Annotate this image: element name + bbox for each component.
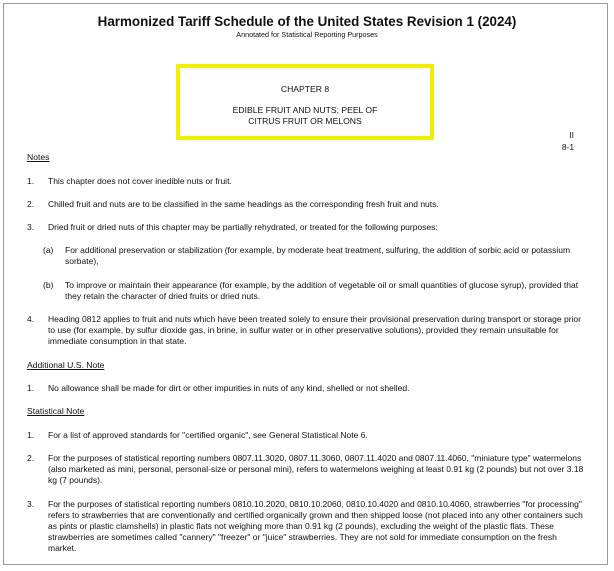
note-text: For the purposes of statistical reporting numbers 0810.10.2020, 0810.10.2060, 0810.10.4020 and 0810.10.4060, strawberries "for processing" refers to strawberries that are conventionally and certified organically grown and then shipped loose (not placed into any other containers such as pints or plastic clamshells) in plastic flats not weighing more than 0.91 kg (2 pounds), excluding the weight of the plastic flats. These strawberries are sometimes called "cannery" "freezer" or "juice" strawberries. They are not sold for immediate consumption on the fresh market. (48, 499, 583, 553)
note-item (27, 222, 587, 233)
note-text: Heading 0812 applies to fruit and nuts which have been treated solely to ensure their provisional preservation during transport or storage prior to use (for example, by sulfur dioxide gas, in brine, in sulfur water or in other preservative solutions), provided they remain unsuitable for immediate consumption in that state. (48, 314, 581, 346)
notes-heading: Notes (27, 152, 50, 162)
chapter-title-line-1: EDIBLE FRUIT AND NUTS; PEEL OF (232, 105, 378, 115)
subitem-text: To improve or maintain their appearance (for example, by the addition of vegetable oil or small quantities of glucose syrup), provided that they retain the character of dried fruits or dried nuts. (65, 280, 579, 301)
page-marker (562, 129, 574, 153)
document-subtitle: Annotated for Statistical Reporting Purposes (236, 30, 378, 39)
note-text: For the purposes of statistical reporting numbers 0807.11.3020, 0807.11.3060, 0807.11.4020 and 0807.11.4060, "miniature type" watermelons (also marketed as mini, personal, personal-size or personal mini), refers to watermelons weighing at least 0.91 kg (2 pounds) but not over 3.18 kg (7 pounds). (48, 453, 584, 485)
subitem-label: (a) (43, 245, 54, 255)
page-number: 8-1 (561, 142, 574, 152)
note-number: 1. (27, 430, 35, 440)
statistical-note-item (27, 453, 587, 486)
note-number: 2. (27, 199, 35, 209)
note-number: 1. (27, 383, 35, 393)
us-note-heading: Additional U.S. Note (27, 360, 105, 370)
note-text: No allowance shall be made for dirt or other impurities in nuts of any kind, shelled or not shelled. (48, 383, 410, 393)
note-text: Chilled fruit and nuts are to be classified in the same headings as the corresponding fresh fruit and nuts. (48, 199, 439, 209)
note-number: 1. (27, 176, 35, 186)
note-text: Dried fruit or dried nuts of this chapter may be partially rehydrated, or treated for the following purposes: (48, 222, 438, 232)
subitem-text: For additional preservation or stabilization (for example, by moderate heat treatment, sulfuring, the addition of sorbic acid or potassium sorbate), (65, 245, 571, 266)
note-number: 2. (27, 453, 35, 463)
statistical-note-item (27, 499, 587, 554)
note-item (27, 176, 587, 187)
chapter-title-line-2: CITRUS FRUIT OR MELONS (248, 116, 362, 126)
statistical-note-item (27, 430, 587, 441)
statistical-note-heading: Statistical Note (27, 406, 85, 416)
us-note-item (27, 383, 587, 394)
note-item (27, 199, 587, 210)
note-text: For a list of approved standards for "certified organic", see General Statistical Note 6. (48, 430, 368, 440)
note-number: 4. (27, 314, 35, 324)
section-number: II (569, 130, 574, 140)
note-number: 3. (27, 222, 35, 232)
note-subitem (43, 245, 588, 267)
note-number: 3. (27, 499, 35, 509)
note-subitem (43, 280, 588, 302)
note-text: This chapter does not cover inedible nuts or fruit. (48, 176, 232, 186)
document-title: Harmonized Tariff Schedule of the United States Revision 1 (2024) (97, 14, 517, 29)
chapter-title-box (176, 64, 434, 140)
note-item (27, 314, 587, 347)
subitem-label: (b) (43, 280, 54, 290)
chapter-number: CHAPTER 8 (280, 84, 330, 94)
